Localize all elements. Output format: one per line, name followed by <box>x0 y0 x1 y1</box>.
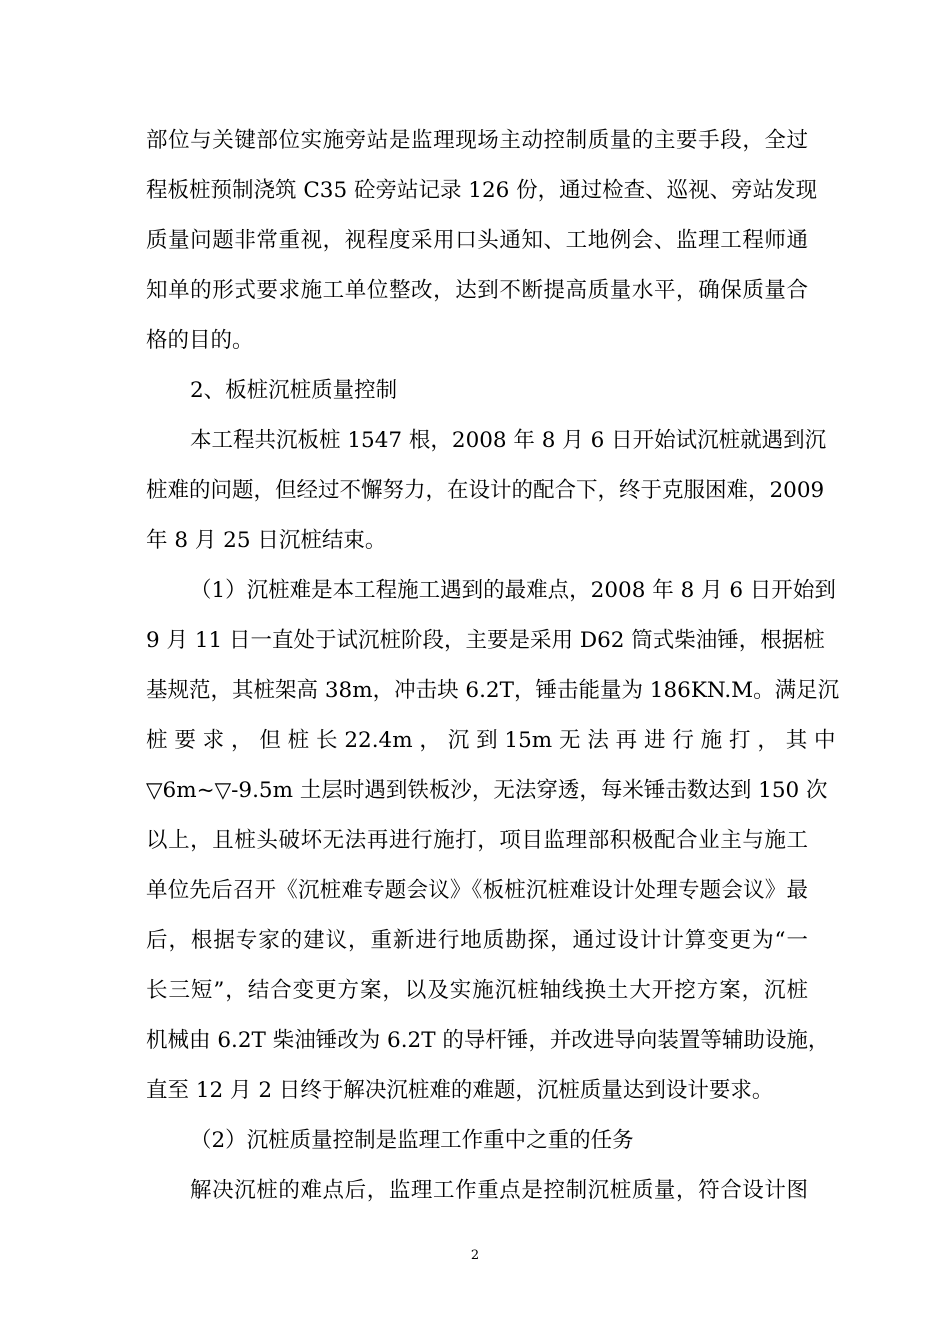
text-line: 长三短”，结合变更方案，以及实施沉桩轴线换土大开挖方案，沉桩 <box>146 978 808 1003</box>
text-line: 9 月 11 日一直处于试沉桩阶段，主要是采用 D62 筒式柴油锤，根据桩 <box>146 628 825 653</box>
text-line: 知单的形式要求施工单位整改，达到不断提高质量水平，确保质量合 <box>146 278 808 303</box>
text-line: 基规范，其桩架高 38m，冲击块 6.2T，锤击能量为 186KN.M。满足沉 <box>146 678 840 703</box>
text-line: ▽6m~▽-9.5m 土层时遇到铁板沙，无法穿透，每米锤击数达到 150 次 <box>146 778 828 803</box>
page-number: 2 <box>470 1248 480 1263</box>
text-line: 单位先后召开《沉桩难专题会议》《板桩沉桩难设计处理专题会议》最 <box>146 878 808 903</box>
text-line: 以上，且桩头破坏无法再进行施打，项目监理部积极配合业主与施工 <box>146 828 808 853</box>
text-line: 桩难的问题，但经过不懈努力，在设计的配合下，终于克服困难，2009 <box>146 478 825 503</box>
text-line: 本工程共沉板桩 1547 根，2008 年 8 月 6 日开始试沉桩就遇到沉 <box>190 428 827 453</box>
text-line: 桩 要 求 ， 但 桩 长 22.4m ， 沉 到 15m 无 法 再 进 行 施 打 ， 其 中 <box>146 728 836 753</box>
section-heading: （2）沉桩质量控制是监理工作重中之重的任务 <box>190 1128 634 1153</box>
text-line: 后，根据专家的建议，重新进行地质勘探，通过设计计算变更为“一 <box>146 928 808 953</box>
section-heading: 2、板桩沉桩质量控制 <box>190 378 398 403</box>
text-line: 程板桩预制浇筑 C35 砼旁站记录 126 份，通过检查、巡视、旁站发现 <box>146 178 818 203</box>
text-line: 年 8 月 25 日沉桩结束。 <box>146 528 387 553</box>
text-line: 格的目的。 <box>146 328 254 353</box>
text-line: （1）沉桩难是本工程施工遇到的最难点，2008 年 8 月 6 日开始到 <box>190 578 836 603</box>
text-line: 解决沉桩的难点后，监理工作重点是控制沉桩质量，符合设计图 <box>190 1178 808 1203</box>
text-line: 部位与关键部位实施旁站是监理现场主动控制质量的主要手段，全过 <box>146 128 808 153</box>
text-line: 直至 12 月 2 日终于解决沉桩难的难题，沉桩质量达到设计要求。 <box>146 1078 774 1103</box>
text-line: 质量问题非常重视，视程度采用口头通知、工地例会、监理工程师通 <box>146 228 808 253</box>
text-line: 机械由 6.2T 柴油锤改为 6.2T 的导杆锤，并改进导向装置等辅助设施， <box>146 1028 830 1053</box>
